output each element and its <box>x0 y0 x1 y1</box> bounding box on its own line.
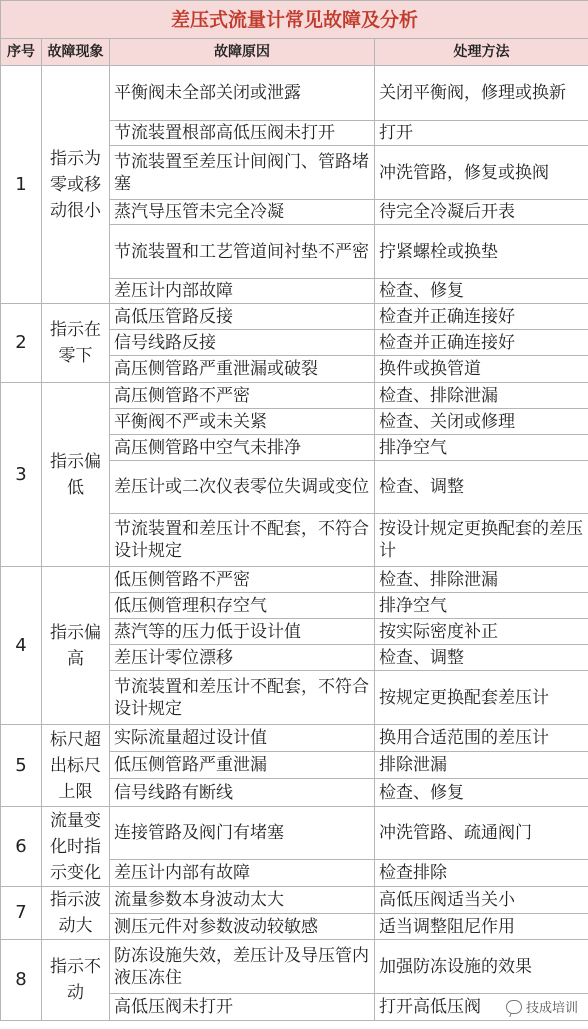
watermark-text: 技成培训 <box>525 1001 578 1016</box>
fix-method: 适当调整阻尼作用 <box>375 914 588 940</box>
fault-cause: 差压计内部故障 <box>110 279 375 304</box>
table-row <box>1 940 588 994</box>
fault-cause: 节流装置根部高低压阀未打开 <box>110 121 375 146</box>
table-row <box>1 567 588 593</box>
fault-cause: 节流装置至差压计间阀门、管路堵塞 <box>110 146 375 200</box>
fix-method: 检查、关闭或修理 <box>375 409 588 435</box>
fault-cause: 高低压管路反接 <box>110 304 375 330</box>
fault-cause: 平衡阀不严或未关紧 <box>110 409 375 435</box>
fix-method: 检查排除 <box>375 860 588 887</box>
fault-cause: 低压侧管路严重泄漏 <box>110 752 375 779</box>
fix-method: 检查、排除泄漏 <box>375 383 588 409</box>
fix-method: 检查并正确连接好 <box>375 304 588 330</box>
fault-symptom-text: 流量变化时指示变化 <box>50 810 101 883</box>
fault-symptom-text: 标尺超出标尺上限 <box>50 729 101 802</box>
table-row <box>1 383 588 409</box>
fix-method: 排净空气 <box>375 593 588 619</box>
fix-method: 冲洗管路，修复或换阀 <box>375 146 588 200</box>
fault-symptom <box>42 304 110 383</box>
fault-cause: 实际流量超过设计值 <box>110 725 375 752</box>
header-fix: 处理方法 <box>375 39 588 66</box>
fault-symptom-text: 指示波动大 <box>50 890 101 936</box>
fault-cause: 高压侧管路严重泄漏或破裂 <box>110 356 375 383</box>
header-cause: 故障原因 <box>110 39 375 66</box>
fault-cause: 连接管路及阀门有堵塞 <box>110 807 375 860</box>
row-number: 4 <box>1 567 42 725</box>
fix-method: 换用合适范围的差压计 <box>375 725 588 752</box>
table-title: 差压式流量计常见故障及分析 <box>1 1 588 39</box>
header-symptom: 故障现象 <box>42 39 110 66</box>
fault-symptom-text: 指示偏低 <box>50 451 101 498</box>
fault-cause: 信号线路有断线 <box>110 779 375 807</box>
title-row <box>1 1 588 39</box>
fix-method: 打开 <box>375 121 588 146</box>
fix-method: 冲洗管路、疏通阀门 <box>375 807 588 860</box>
fault-cause: 平衡阀未全部关闭或泄露 <box>110 66 375 121</box>
fix-method: 检查、修复 <box>375 779 588 807</box>
header-num: 序号 <box>1 39 42 66</box>
row-number: 7 <box>1 887 42 940</box>
fault-cause: 高压侧管路中空气未排净 <box>110 435 375 461</box>
fault-symptom <box>42 887 110 940</box>
row-number: 5 <box>1 725 42 807</box>
fault-symptom <box>42 383 110 567</box>
fault-cause: 流量参数本身波动太大 <box>110 887 375 914</box>
fix-method: 打开高低压阀 <box>375 994 588 1021</box>
fault-cause: 差压计或二次仪表零位失调或变位 <box>110 461 375 514</box>
fix-method: 检查并正确连接好 <box>375 330 588 356</box>
row-number: 1 <box>1 66 42 304</box>
table-row <box>1 807 588 860</box>
fault-cause: 节流装置和差压计不配套，不符合设计规定 <box>110 514 375 567</box>
wechat-icon <box>506 1000 522 1014</box>
fault-cause: 高低压阀未打开 <box>110 994 375 1021</box>
fault-cause: 差压计内部有故障 <box>110 860 375 887</box>
watermark <box>502 996 582 1017</box>
fix-method: 加强防冻设施的效果 <box>375 940 588 994</box>
table-row <box>1 725 588 752</box>
table-body <box>1 66 588 1021</box>
fix-method: 排净空气 <box>375 435 588 461</box>
fault-cause: 信号线路反接 <box>110 330 375 356</box>
fix-method: 检查、调整 <box>375 461 588 514</box>
row-number: 6 <box>1 807 42 887</box>
fault-symptom <box>42 567 110 725</box>
fix-method: 按实际密度补正 <box>375 619 588 645</box>
table-row <box>1 66 588 121</box>
row-number: 2 <box>1 304 42 383</box>
fault-symptom <box>42 66 110 304</box>
fix-method: 高低压阀适当关小 <box>375 887 588 914</box>
fix-method: 拧紧螺栓或换垫 <box>375 225 588 279</box>
fault-cause: 节流装置和差压计不配套，不符合设计规定 <box>110 671 375 725</box>
fix-method: 检查、排除泄漏 <box>375 567 588 593</box>
fault-symptom-text: 指示为零或移动很小 <box>50 148 101 221</box>
fix-method: 按规定更换配套差压计 <box>375 671 588 725</box>
fault-cause: 节流装置和工艺管道间衬垫不严密 <box>110 225 375 279</box>
header-row <box>1 39 588 66</box>
fault-cause: 差压计零位漂移 <box>110 645 375 671</box>
fault-symptom-text: 指示在零下 <box>50 320 101 366</box>
fault-symptom <box>42 807 110 887</box>
fault-symptom-text: 指示偏高 <box>50 622 101 669</box>
fault-symptom <box>42 725 110 807</box>
fault-cause: 测压元件对参数波动较敏感 <box>110 914 375 940</box>
fix-method: 按设计规定更换配套的差压计 <box>375 514 588 567</box>
fault-symptom-text: 指示不动 <box>50 957 101 1003</box>
fault-cause: 防冻设施失效，差压计及导压管内液压冻住 <box>110 940 375 994</box>
table-row <box>1 887 588 914</box>
fault-cause: 低压侧管路不严密 <box>110 567 375 593</box>
fix-method: 检查、调整 <box>375 645 588 671</box>
row-number: 8 <box>1 940 42 1021</box>
table-row <box>1 304 588 330</box>
fix-method: 待完全冷凝后开表 <box>375 200 588 225</box>
fix-method: 检查、修复 <box>375 279 588 304</box>
fault-cause: 高压侧管路不严密 <box>110 383 375 409</box>
fix-method: 关闭平衡阀，修理或换新 <box>375 66 588 121</box>
fix-method: 换件或换管道 <box>375 356 588 383</box>
fault-cause: 低压侧管理积存空气 <box>110 593 375 619</box>
row-number: 3 <box>1 383 42 567</box>
fault-cause: 蒸汽导压管未完全冷凝 <box>110 200 375 225</box>
fault-cause: 蒸汽等的压力低于设计值 <box>110 619 375 645</box>
fault-symptom <box>42 940 110 1021</box>
fix-method: 排除泄漏 <box>375 752 588 779</box>
